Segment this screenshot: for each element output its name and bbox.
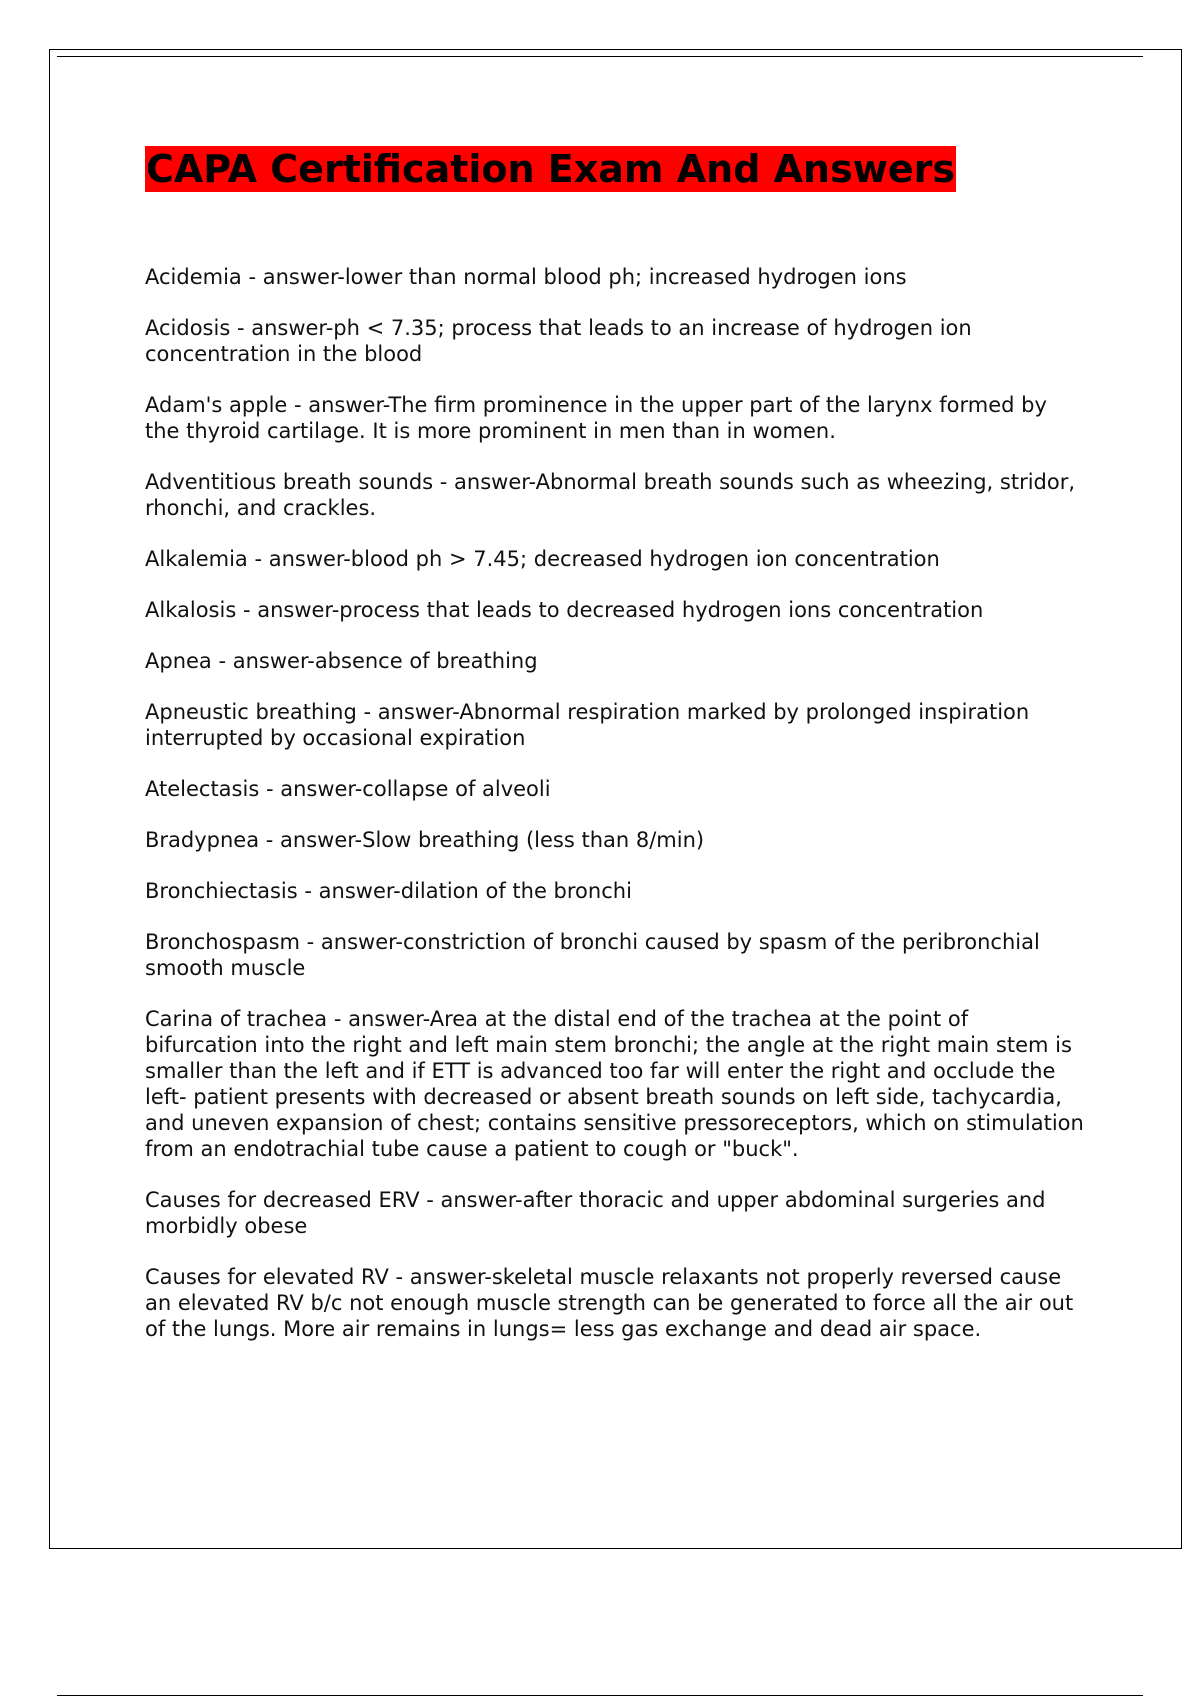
entry-answer: after thoracic and upper abdominal surgeries and morbidly obese bbox=[145, 1188, 1046, 1238]
entry-separator: - answer- bbox=[211, 649, 315, 673]
qa-entry bbox=[145, 1006, 1085, 1162]
qa-entry bbox=[145, 1187, 1085, 1239]
entry-term: Adam's apple bbox=[145, 393, 288, 417]
entry-term: Acidosis bbox=[145, 316, 231, 340]
qa-entry bbox=[145, 776, 1085, 802]
qa-entry bbox=[145, 1264, 1085, 1342]
qa-entry bbox=[145, 546, 1085, 572]
qa-list bbox=[145, 264, 1085, 1367]
entry-answer: Abnormal respiration marked by prolonged inspiration interrupted by occasional expiration bbox=[145, 700, 1030, 750]
qa-entry bbox=[145, 648, 1085, 674]
entry-separator: - answer- bbox=[419, 1188, 523, 1212]
qa-entry bbox=[145, 827, 1085, 853]
qa-entry bbox=[145, 597, 1085, 623]
entry-term: Acidemia bbox=[145, 265, 242, 289]
entry-separator: - answer- bbox=[259, 777, 363, 801]
qa-entry bbox=[145, 264, 1085, 290]
entry-answer: dilation of the bronchi bbox=[400, 879, 632, 903]
entry-separator: - answer- bbox=[287, 393, 389, 417]
entry-term: Atelectasis bbox=[145, 777, 260, 801]
entry-answer: blood ph > 7.45; decreased hydrogen ion concentration bbox=[350, 547, 940, 571]
entry-answer: ph < 7.35; process that leads to an increase of hydrogen ion concentration in the blood bbox=[145, 316, 972, 366]
qa-entry bbox=[145, 392, 1085, 444]
entry-answer: constriction of bronchi caused by spasm of the peribronchial smooth muscle bbox=[145, 930, 1040, 980]
entry-answer: process that leads to decreased hydrogen ions concentration bbox=[339, 598, 984, 622]
entry-term: Causes for elevated RV bbox=[145, 1265, 389, 1289]
entry-separator: - answer- bbox=[356, 700, 460, 724]
page-title: CAPA Certification Exam And Answers bbox=[146, 147, 955, 191]
entry-answer: Area at the distal end of the trachea at the point of bifurcation into the right and left main stem bronchi; the angle at the right main stem is smaller than the left and if ETT is advanced too far will enter the right and occlude the left- patient presents with decreased or absent breath sounds on left side, tachycardia, and uneven expansion of chest; contains sensitive pressoreceptors, which on stimulation from an endotrachial tube cause a patient to cough or "buck". bbox=[145, 1007, 1084, 1161]
entry-answer: collapse of alveoli bbox=[362, 777, 551, 801]
qa-entry bbox=[145, 929, 1085, 981]
bottom-rule bbox=[57, 1695, 1143, 1696]
entry-term: Bronchiectasis bbox=[145, 879, 298, 903]
qa-entry bbox=[145, 315, 1085, 367]
entry-term: Carina of trachea bbox=[145, 1007, 328, 1031]
qa-entry bbox=[145, 469, 1085, 521]
entry-answer: Slow breathing (less than 8/min) bbox=[362, 828, 705, 852]
entry-separator: - answer- bbox=[230, 316, 334, 340]
entry-separator: - answer- bbox=[327, 1007, 430, 1031]
entry-separator: - answer- bbox=[299, 930, 403, 954]
entry-term: Alkalosis bbox=[145, 598, 237, 622]
entry-separator: - answer- bbox=[388, 1265, 492, 1289]
entry-term: Bronchospasm bbox=[145, 930, 300, 954]
entry-term: Alkalemia bbox=[145, 547, 248, 571]
entry-answer: Abnormal breath sounds such as wheezing, stridor, rhonchi, and crackles. bbox=[145, 470, 1076, 520]
entry-separator: - answer- bbox=[297, 879, 401, 903]
entry-separator: - answer- bbox=[241, 265, 345, 289]
qa-entry bbox=[145, 878, 1085, 904]
entry-separator: - answer- bbox=[247, 547, 351, 571]
qa-entry bbox=[145, 699, 1085, 751]
entry-term: Adventitious breath sounds bbox=[145, 470, 434, 494]
entry-separator: - answer- bbox=[259, 828, 363, 852]
entry-separator: - answer- bbox=[236, 598, 340, 622]
entry-answer: absence of breathing bbox=[314, 649, 538, 673]
entry-term: Apnea bbox=[145, 649, 212, 673]
entry-term: Apneustic breathing bbox=[145, 700, 357, 724]
entry-term: Causes for decreased ERV bbox=[145, 1188, 420, 1212]
entry-answer: skeletal muscle relaxants not properly reversed cause an elevated RV b/c not enough muscle strength can be generated to force all the air out of the lungs. More air remains in lungs= less gas exchange and dead air space. bbox=[145, 1265, 1074, 1341]
entry-answer: lower than normal blood ph; increased hydrogen ions bbox=[344, 265, 907, 289]
entry-term: Bradypnea bbox=[145, 828, 260, 852]
entry-answer: The firm prominence in the upper part of the larynx formed by the thyroid cartilage. It is more prominent in men than in women. bbox=[145, 393, 1047, 443]
entry-separator: - answer- bbox=[433, 470, 536, 494]
